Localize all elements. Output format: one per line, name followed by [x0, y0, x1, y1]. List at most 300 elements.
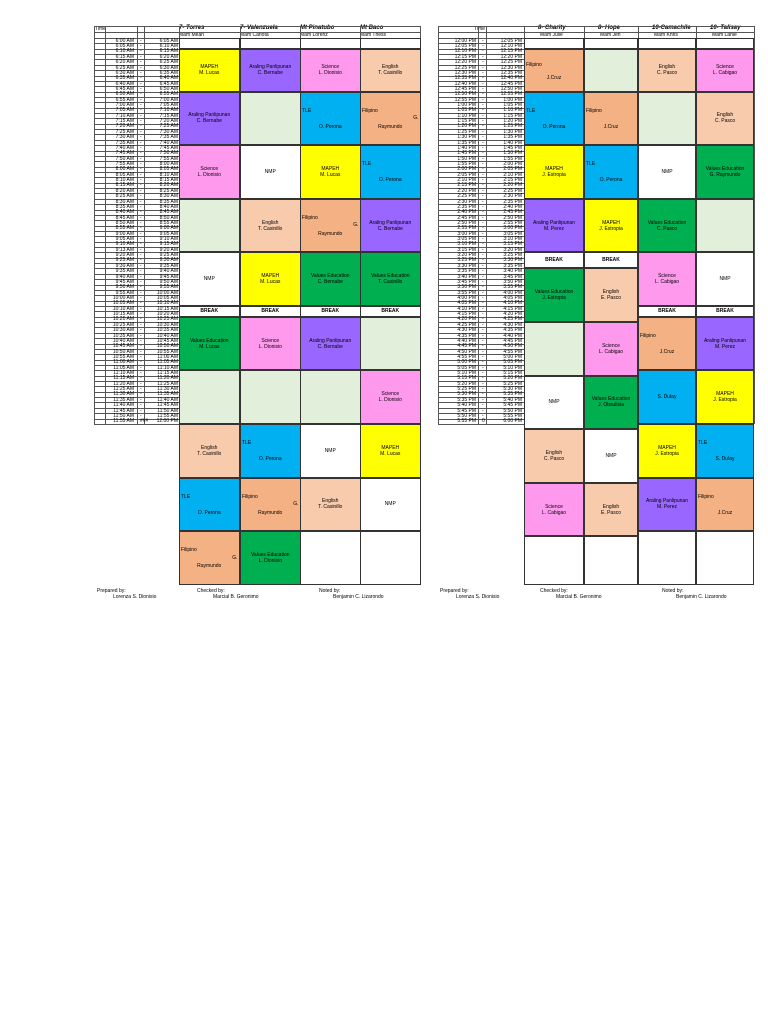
- end-time: 4:45 PM: [503, 337, 522, 344]
- end-time: 10:50 AM: [156, 343, 178, 350]
- time-separator: -: [140, 257, 142, 264]
- subject-name: NMP: [384, 501, 396, 508]
- start-time: 11:50 AM: [113, 412, 134, 419]
- end-time: 2:20 PM: [503, 182, 522, 189]
- subject-block-empty: [360, 38, 421, 49]
- start-time: 2:40 PM: [457, 209, 476, 216]
- time-separator: -: [140, 321, 142, 328]
- time-separator: -: [140, 43, 142, 50]
- subject-block-filipino: [696, 478, 754, 532]
- start-time: 8:10 AM: [115, 177, 134, 184]
- subject-name: Values Education: [705, 165, 745, 172]
- start-time: 5:30 PM: [457, 391, 476, 398]
- end-time: 12:40 PM: [500, 75, 522, 82]
- start-time: 12:15 PM: [454, 53, 476, 60]
- end-time: 7:05 AM: [159, 102, 178, 109]
- start-time: 8:25 AM: [115, 193, 134, 200]
- end-time: 1:55 PM: [503, 155, 522, 162]
- start-time: 3:20 PM: [457, 252, 476, 259]
- time-separator: -: [482, 268, 484, 275]
- start-time: 9:00 AM: [115, 230, 134, 237]
- teacher-name: M. Lucas: [199, 343, 220, 350]
- subject-name: English: [658, 64, 676, 71]
- end-time: 9:45 AM: [159, 273, 178, 280]
- subject-block-mapeh: [179, 49, 240, 92]
- end-time: 1:15 PM: [503, 112, 522, 119]
- subject-block-tle: [696, 424, 754, 478]
- subject-name: Araling Panlipunan: [646, 498, 688, 505]
- start-time: 7:25 AM: [115, 128, 134, 135]
- time-separator: -: [482, 85, 484, 92]
- subject-name: BREAK: [261, 308, 280, 315]
- subject-name: BREAK: [381, 308, 400, 315]
- end-time: 8:30 AM: [159, 193, 178, 200]
- time-separator: -: [482, 337, 484, 344]
- subject-name: S. Dulay: [657, 394, 677, 401]
- subject-block-science: [638, 252, 696, 306]
- subject-block-empty: [179, 38, 240, 49]
- subject-block-science: [179, 145, 240, 199]
- end-time: 11:30 AM: [157, 386, 178, 393]
- start-time: 8:40 AM: [115, 209, 134, 216]
- end-time: 11:05 AM: [157, 359, 178, 366]
- class-header: 7- Torres: [179, 25, 205, 31]
- subject-block-tle: [300, 92, 361, 146]
- start-time: 4:55 PM: [457, 353, 476, 360]
- grid-line: [94, 32, 420, 33]
- subject-name: MAPEH: [381, 444, 400, 451]
- subject-block-english: [300, 478, 361, 532]
- subject-block-nmp: [179, 252, 240, 306]
- end-time: 1:35 PM: [503, 134, 522, 141]
- start-time: 11:10 AM: [113, 370, 134, 377]
- start-time: 4:00 PM: [457, 294, 476, 301]
- subject-block-empty: [300, 531, 361, 585]
- end-time: 3:15 PM: [503, 241, 522, 248]
- time-separator: -: [140, 177, 142, 184]
- subject-name: Science: [261, 337, 280, 344]
- end-time: 4:10 PM: [503, 300, 522, 307]
- end-time: 11:55 AM: [157, 412, 178, 419]
- start-time: 9:50 AM: [115, 284, 134, 291]
- subject-block-break: [240, 306, 301, 317]
- end-time: 2:40 PM: [503, 203, 522, 210]
- subject-block-empty: [179, 370, 240, 424]
- subject-name: Araling Panlipunan: [309, 337, 352, 344]
- teacher-name: M. Lucas: [260, 279, 281, 286]
- subject-block-nmp: [300, 424, 361, 478]
- subject-name: Values Education: [370, 273, 410, 280]
- subject-name: BREAK: [200, 308, 219, 315]
- start-time: 11:00 AM: [113, 359, 134, 366]
- start-time: 2:30 PM: [457, 198, 476, 205]
- end-time: 4:05 PM: [503, 294, 522, 301]
- time-separator: -: [482, 128, 484, 135]
- time-separator: -: [482, 107, 484, 114]
- subject-name: MAPEH: [602, 219, 620, 226]
- subject-block-break: [179, 306, 240, 317]
- time-separator: -: [140, 53, 142, 60]
- subject-block-tle: [240, 424, 301, 478]
- end-time: 1:05 PM: [503, 102, 522, 109]
- time-separator: -: [140, 112, 142, 119]
- time-separator: -: [140, 252, 142, 259]
- subject-block-break: [638, 306, 696, 317]
- end-time: 2:10 PM: [503, 171, 522, 178]
- start-time: 3:15 PM: [457, 246, 476, 253]
- adviser-name: Mam Julie: [540, 32, 563, 38]
- end-time: 6:25 AM: [159, 59, 178, 66]
- start-time: 12:40 PM: [454, 80, 476, 87]
- class-header: 10-Camachile: [652, 25, 691, 31]
- subject-block-empty: [638, 92, 696, 146]
- start-time: 4:20 PM: [457, 316, 476, 323]
- footer-prepared-label: Prepared by:: [97, 588, 126, 594]
- subject-block-english: [696, 92, 754, 146]
- time-separator: -: [140, 289, 142, 296]
- start-time: 4:45 PM: [457, 343, 476, 350]
- end-time: 9:05 AM: [159, 230, 178, 237]
- start-time: 6:25 AM: [115, 64, 134, 71]
- start-time: 10:45 AM: [112, 343, 134, 350]
- class-header: 10- Talisay: [710, 25, 741, 31]
- subject-block-tle: [584, 145, 638, 199]
- start-time: 3:30 PM: [457, 262, 476, 269]
- time-separator: -: [140, 348, 142, 355]
- time-separator: -: [140, 386, 142, 393]
- start-time: 2:25 PM: [457, 193, 476, 200]
- end-time: 5:00 PM: [503, 353, 522, 360]
- start-time: 2:55 PM: [457, 225, 476, 232]
- start-time: 12:30 PM: [454, 69, 476, 76]
- end-time: 3:25 PM: [503, 252, 522, 259]
- teacher-name: O. Perona: [542, 123, 566, 130]
- subject-block-filipino: [584, 92, 638, 146]
- start-time: 5:40 PM: [457, 402, 476, 409]
- subject-block-nmp: [360, 478, 421, 532]
- subject-block-araling-panlipunan: [696, 317, 754, 371]
- subject-block-science: [524, 483, 584, 537]
- subject-name: MAPEH: [261, 273, 280, 280]
- end-time: 5:15 PM: [503, 370, 522, 377]
- end-time: 11:00 AM: [157, 353, 178, 360]
- end-time: 5:25 PM: [503, 380, 522, 387]
- teacher-initial: G.: [353, 222, 359, 229]
- subject-name: TLE: [698, 439, 708, 446]
- subject-block-tle: [179, 478, 240, 532]
- time-separator: -: [482, 402, 484, 409]
- subject-name: Araling Panlipunan: [533, 219, 575, 226]
- time-separator: -: [482, 166, 484, 173]
- time-separator: -: [482, 311, 484, 318]
- subject-name: BREAK: [716, 308, 734, 315]
- subject-name: MAPEH: [658, 444, 676, 451]
- time-separator: -: [482, 359, 484, 366]
- subject-name: Values Education: [591, 396, 631, 403]
- teacher-name: C. Pasco: [543, 456, 565, 463]
- end-time: 7:00 AM: [159, 96, 178, 103]
- teacher-name: C. Pasco: [656, 70, 678, 77]
- end-time: 12:45 PM: [500, 80, 522, 87]
- end-time: 6:35 AM: [159, 69, 178, 76]
- time-separator: -: [482, 182, 484, 189]
- subject-name: Science: [321, 64, 340, 71]
- end-time: 6:40 AM: [159, 75, 178, 82]
- start-time: 9:35 AM: [115, 268, 134, 275]
- subject-name: BREAK: [321, 308, 340, 315]
- start-time: 4:40 PM: [457, 337, 476, 344]
- end-time: 10:35 AM: [156, 327, 178, 334]
- end-time: 12:25 PM: [500, 59, 522, 66]
- end-time: 1:20 PM: [503, 118, 522, 125]
- time-separator: -: [482, 375, 484, 382]
- start-time: 8:50 AM: [115, 219, 134, 226]
- subject-name: English: [201, 444, 218, 451]
- end-time: 12:55 PM: [500, 91, 522, 98]
- end-time: 4:00 PM: [503, 289, 522, 296]
- end-time: 3:00 PM: [503, 225, 522, 232]
- time-separator: -: [482, 96, 484, 103]
- end-time: 9:55 AM: [159, 284, 178, 291]
- subject-block-values-education: [524, 268, 584, 322]
- teacher-name: L. Dionisio: [258, 557, 282, 564]
- start-time: 11:20 AM: [113, 380, 134, 387]
- subject-block-mapeh: [240, 252, 301, 306]
- start-time: 9:45 AM: [115, 278, 134, 285]
- time-separator: -: [140, 273, 142, 280]
- footer-checked-label: Checked by:: [540, 588, 568, 594]
- footer-noted-label: Noted by:: [319, 588, 341, 594]
- time-separator: -: [482, 412, 484, 419]
- subject-block-filipino: [524, 49, 584, 92]
- subject-block-nmp: [696, 252, 754, 306]
- end-time: 7:35 AM: [159, 134, 178, 141]
- teacher-name: Raymundo: [318, 230, 343, 237]
- end-time: 3:50 PM: [503, 278, 522, 285]
- subject-name: Science: [602, 342, 620, 349]
- time-separator: -: [482, 48, 484, 55]
- footer-noted-label: Noted by:: [662, 588, 684, 594]
- end-time: 4:35 PM: [503, 327, 522, 334]
- end-time: 10:05 AM: [156, 294, 178, 301]
- subject-name: Science: [200, 165, 219, 172]
- time-separator: -: [482, 225, 484, 232]
- teacher-name: J.Cruz: [659, 348, 675, 355]
- end-time: 12:20 PM: [500, 53, 522, 60]
- teacher-name: J. Estropia: [713, 397, 737, 404]
- end-time: 7:55 AM: [159, 155, 178, 162]
- time-separator: -: [140, 96, 142, 103]
- end-time: 5:35 PM: [503, 391, 522, 398]
- time-separator: -: [482, 64, 484, 71]
- end-time: 6:00 PM: [503, 418, 522, 425]
- start-time: 10:20 AM: [112, 316, 134, 323]
- subject-name: Filipino: [698, 493, 714, 500]
- subject-name: Filipino: [586, 107, 602, 114]
- start-time: 11:35 AM: [113, 396, 134, 403]
- teacher-name: O. Perona: [599, 177, 623, 184]
- teacher-name: C. Bernabe: [257, 70, 283, 77]
- teacher-name: M. Lucas: [320, 171, 341, 178]
- time-separator: -: [140, 48, 142, 55]
- time-separator: -: [140, 128, 142, 135]
- time-separator: -: [482, 193, 484, 200]
- end-time: 6:05 AM: [159, 37, 178, 44]
- subject-name: Science: [716, 64, 734, 71]
- subject-block-nmp: [240, 145, 301, 199]
- teacher-name: M. Perez: [543, 225, 564, 232]
- subject-block-araling-panlipunan: [360, 199, 421, 253]
- end-time: 8:00 AM: [159, 160, 178, 167]
- subject-name: Values Education: [189, 337, 229, 344]
- start-time: 9:30 AM: [115, 262, 134, 269]
- subject-name: TLE: [302, 107, 312, 114]
- end-time: 2:25 PM: [503, 187, 522, 194]
- subject-name: NMP: [264, 168, 276, 175]
- adviser-name: Mam Carlota: [240, 32, 269, 38]
- start-time: 4:30 PM: [457, 327, 476, 334]
- start-time: 9:25 AM: [115, 257, 134, 264]
- end-time: 7:15 AM: [159, 112, 178, 119]
- time-separator: -: [482, 278, 484, 285]
- teacher-name: M. Lucas: [380, 450, 401, 457]
- time-separator: -: [482, 91, 484, 98]
- subject-block-values-education: [360, 252, 421, 306]
- time-header: Time: [95, 26, 106, 32]
- start-time: 3:45 PM: [457, 278, 476, 285]
- time-separator: -: [482, 219, 484, 226]
- teacher-name: L. Dionisio: [318, 70, 342, 77]
- time-separator: -: [140, 300, 142, 307]
- start-time: 3:50 PM: [457, 284, 476, 291]
- time-separator: -: [140, 316, 142, 323]
- time-separator: -: [140, 75, 142, 82]
- start-time: 4:50 PM: [457, 348, 476, 355]
- subject-block-empty: [300, 38, 361, 49]
- start-time: 2:15 PM: [457, 182, 476, 189]
- end-time: 6:45 AM: [159, 80, 178, 87]
- start-time: 6:35 AM: [115, 75, 134, 82]
- time-separator: -: [482, 386, 484, 393]
- time-separator: -: [482, 150, 484, 157]
- subject-name: BREAK: [658, 308, 676, 315]
- subject-block-values-education: [179, 317, 240, 371]
- subject-name: TLE: [526, 107, 536, 114]
- start-time: 3:55 PM: [457, 289, 476, 296]
- time-separator: -: [140, 246, 142, 253]
- teacher-name: S. Dulay: [715, 455, 735, 462]
- class-header: 8- Charity: [538, 25, 566, 31]
- start-time: 12:20 PM: [454, 59, 476, 66]
- end-time: 9:50 AM: [159, 278, 178, 285]
- teacher-name: C. Bernabe: [317, 343, 343, 350]
- start-time: 1:10 PM: [457, 112, 476, 119]
- end-time: 5:05 PM: [503, 359, 522, 366]
- footer-prepared-label: Prepared by:: [440, 588, 469, 594]
- start-time: 2:00 PM: [457, 166, 476, 173]
- end-time: 1:00 PM: [503, 96, 522, 103]
- start-time: 2:20 PM: [457, 187, 476, 194]
- time-separator: -: [140, 85, 142, 92]
- start-time: 9:20 AM: [115, 252, 134, 259]
- teacher-name: J.Cruz: [546, 74, 562, 81]
- time-separator: -: [482, 230, 484, 237]
- end-time: 9:30 AM: [159, 257, 178, 264]
- time-separator: -: [140, 311, 142, 318]
- subject-block-mapeh: [524, 145, 584, 199]
- time-separator: -: [482, 348, 484, 355]
- teacher-name: O. Perona: [258, 455, 282, 462]
- subject-block-empty: [696, 199, 754, 253]
- subject-name: TLE: [362, 161, 372, 168]
- end-time: 2:45 PM: [503, 209, 522, 216]
- end-time: 6:55 AM: [159, 91, 178, 98]
- subject-block-empty: [300, 370, 361, 424]
- start-time: 12:50 PM: [454, 91, 476, 98]
- subject-name: Filipino: [526, 61, 542, 68]
- subject-block-nmp: [638, 145, 696, 199]
- subject-block-empty: [638, 531, 696, 585]
- start-time: 2:50 PM: [457, 219, 476, 226]
- time-separator: -: [482, 102, 484, 109]
- time-separator: -: [482, 316, 484, 323]
- start-time: 1:20 PM: [457, 123, 476, 130]
- start-time: 11:40 AM: [113, 402, 134, 409]
- end-time: 5:10 PM: [503, 364, 522, 371]
- teacher-name: L. Dionisio: [378, 397, 402, 404]
- subject-block-science: [584, 322, 638, 376]
- time-separator: -: [482, 407, 484, 414]
- time-separator: -: [482, 118, 484, 125]
- subject-name: English: [382, 64, 399, 71]
- footer-prepared-name: Lorenza S. Dionisio: [113, 594, 157, 600]
- subject-block-empty: [584, 536, 638, 584]
- start-time: 2:10 PM: [457, 177, 476, 184]
- subject-block-filipino: [179, 531, 240, 585]
- time-separator: -: [482, 123, 484, 130]
- footer-noted-name: Benjamin C. Lizarondo: [333, 594, 384, 600]
- start-time: 12:45 PM: [454, 85, 476, 92]
- end-time: 11:45 AM: [157, 402, 178, 409]
- time-separator: -: [482, 284, 484, 291]
- subject-name: NMP: [324, 447, 336, 454]
- time-separator: -: [482, 171, 484, 178]
- time-separator: -: [140, 193, 142, 200]
- subject-block-empty: [240, 92, 301, 146]
- start-time: 5:50 PM: [457, 412, 476, 419]
- end-time: 12:35 PM: [500, 69, 522, 76]
- subject-name: Filipino: [302, 214, 318, 221]
- end-time: 10:00 AM: [156, 289, 178, 296]
- start-time: 5:45 PM: [457, 407, 476, 414]
- time-separator: -: [482, 80, 484, 87]
- subject-block-values-education: [584, 376, 638, 430]
- subject-block-araling-panlipunan: [179, 92, 240, 146]
- start-time: 7:35 AM: [115, 139, 134, 146]
- teacher-name: G. Raymundo: [709, 171, 741, 178]
- teacher-name: E. Pasco: [600, 509, 621, 516]
- subject-block-araling-panlipunan: [524, 199, 584, 253]
- time-separator: -: [140, 209, 142, 216]
- time-separator: -: [482, 262, 484, 269]
- subject-name: MAPEH: [545, 165, 563, 172]
- time-separator: 0: [482, 418, 485, 425]
- end-time: 3:55 PM: [503, 284, 522, 291]
- start-time: 1:15 PM: [457, 118, 476, 125]
- time-separator: -: [482, 380, 484, 387]
- start-time: 8:15 AM: [115, 182, 134, 189]
- end-time: 8:10 AM: [159, 171, 178, 178]
